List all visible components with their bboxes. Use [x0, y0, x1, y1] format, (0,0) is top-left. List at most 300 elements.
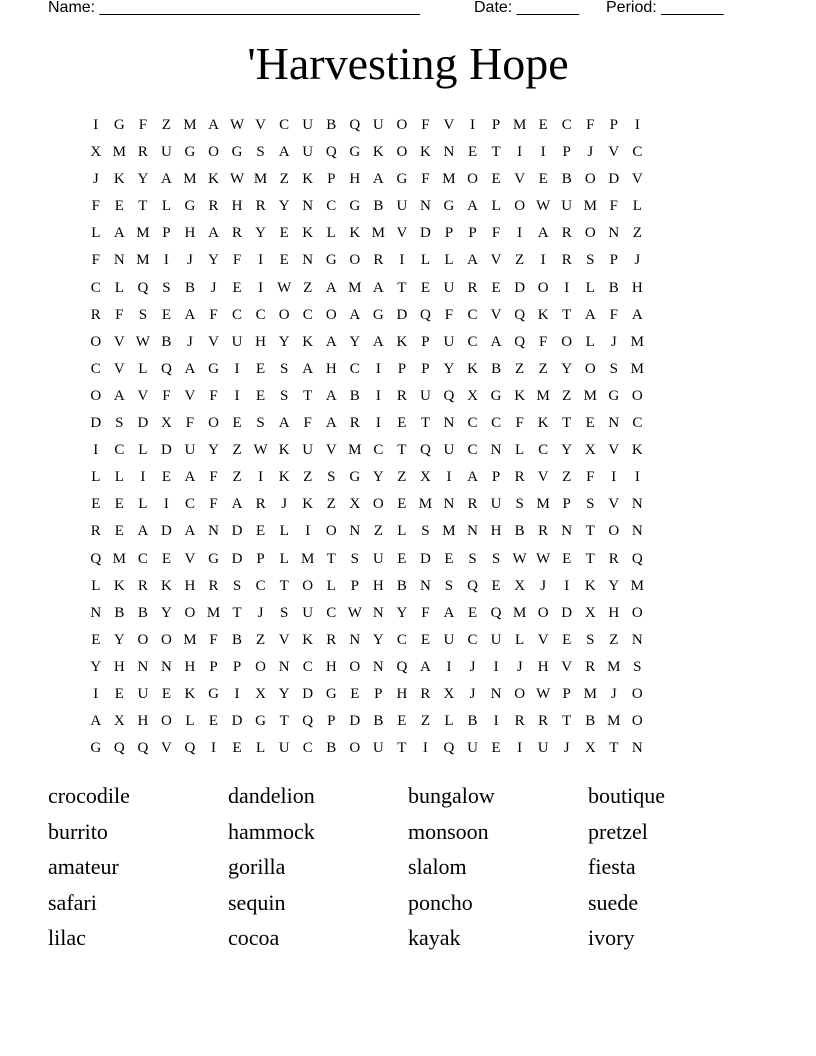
grid-letter: C	[561, 117, 572, 133]
grid-letter: I	[375, 387, 381, 404]
grid-letter: E	[397, 713, 407, 730]
grid-letter: H	[255, 333, 267, 350]
grid-letter: V	[514, 171, 526, 188]
grid-letter: Z	[632, 225, 642, 242]
grid-letter: I	[634, 117, 640, 133]
grid-letter: K	[420, 144, 431, 161]
grid-letter: E	[91, 496, 101, 513]
grid-letter: A	[443, 604, 455, 621]
grid-letter: E	[232, 279, 242, 296]
grid-letter: R	[538, 523, 549, 540]
grid-letter: B	[114, 604, 125, 621]
word-list-item: crocodile	[48, 783, 130, 808]
grid-letter: V	[255, 117, 267, 133]
grid-letter: E	[350, 685, 360, 702]
grid-letter: S	[421, 523, 430, 540]
grid-letter: H	[113, 658, 125, 675]
grid-letter: T	[562, 306, 572, 323]
grid-letter: U	[184, 442, 196, 459]
grid-letter: M	[418, 496, 433, 513]
grid-letter: A	[420, 658, 431, 675]
grid-letter: L	[91, 577, 101, 594]
grid-letter: E	[491, 577, 501, 594]
grid-letter: L	[585, 279, 595, 296]
grid-letter: J	[210, 279, 217, 296]
word-list-item: fiesta	[588, 854, 636, 879]
grid-row	[84, 575, 649, 602]
grid-letter: P	[232, 658, 242, 675]
grid-letter: S	[138, 306, 148, 323]
grid-letter: C	[255, 577, 266, 594]
grid-letter: D	[514, 279, 526, 296]
grid-letter: O	[160, 631, 172, 648]
grid-letter: F	[421, 604, 430, 621]
grid-letter: O	[278, 306, 290, 323]
grid-letter: M	[630, 577, 645, 594]
grid-letter: H	[372, 577, 384, 594]
grid-letter: O	[90, 387, 102, 404]
grid-letter: O	[90, 333, 102, 350]
grid-letter: Y	[278, 198, 290, 215]
grid-letter: T	[397, 442, 407, 459]
grid-letter: B	[467, 713, 478, 730]
grid-letter: F	[209, 496, 218, 513]
grid-letter: O	[584, 360, 596, 377]
grid-letter: A	[160, 171, 172, 188]
grid-letter: S	[279, 604, 289, 621]
grid-letter: X	[349, 496, 361, 513]
grid-letter: R	[326, 631, 337, 648]
grid-letter: I	[517, 740, 523, 757]
grid-letter: O	[208, 415, 219, 432]
word-list-item: dandelion	[228, 783, 315, 808]
grid-letter: K	[302, 631, 314, 648]
grid-letter: F	[115, 306, 124, 323]
grid-letter: X	[90, 144, 102, 161]
grid-letter: X	[584, 442, 596, 459]
grid-letter: Y	[278, 685, 290, 702]
grid-letter: N	[160, 658, 172, 675]
grid-letter: T	[491, 144, 501, 161]
grid-letter: L	[138, 496, 148, 513]
grid-letter: I	[258, 279, 264, 296]
grid-letter: S	[515, 496, 524, 513]
grid-letter: Y	[160, 604, 172, 621]
grid-letter: N	[490, 442, 502, 459]
grid-letter: I	[93, 442, 99, 459]
word-list-item: bungalow	[408, 783, 495, 808]
grid-letter: F	[421, 117, 430, 133]
grid-letter: E	[444, 550, 454, 567]
grid-letter: K	[349, 225, 361, 242]
grid-letter: V	[396, 225, 408, 242]
grid-letter: E	[114, 685, 124, 702]
grid-letter: L	[326, 577, 336, 594]
word-list-item: burrito	[48, 818, 108, 844]
grid-letter: W	[135, 333, 150, 350]
grid-letter: L	[114, 279, 124, 296]
grid-letter: I	[611, 469, 617, 486]
grid-letter: B	[585, 713, 596, 730]
grid-row	[84, 412, 649, 439]
grid-letter: C	[632, 415, 643, 432]
grid-letter: H	[325, 658, 337, 675]
grid-letter: A	[302, 360, 314, 377]
grid-letter: Q	[514, 333, 526, 350]
word-list-item: lilac	[48, 925, 86, 950]
grid-letter: M	[512, 117, 527, 133]
grid-letter: C	[538, 442, 549, 459]
grid-letter: I	[540, 252, 546, 269]
grid-letter: Z	[232, 442, 242, 459]
grid-letter: H	[396, 685, 408, 702]
grid-letter: I	[470, 117, 476, 133]
grid-letter: K	[372, 144, 384, 161]
grid-letter: D	[420, 225, 431, 242]
grid-row	[84, 466, 649, 493]
grid-letter: A	[278, 415, 290, 432]
grid-letter: E	[114, 198, 124, 215]
grid-letter: K	[302, 225, 314, 242]
grid-letter: E	[91, 631, 101, 648]
grid-letter: M	[583, 198, 597, 215]
grid-letter: J	[187, 252, 193, 269]
grid-letter: A	[372, 171, 384, 188]
grid-letter: R	[514, 713, 525, 730]
grid-letter: T	[562, 713, 572, 730]
grid-letter: V	[608, 144, 620, 161]
worksheet-header	[48, 0, 748, 22]
grid-letter: G	[208, 360, 219, 377]
grid-letter: L	[491, 198, 501, 215]
grid-letter: I	[375, 415, 381, 432]
grid-letter: C	[137, 550, 148, 567]
grid-letter: E	[467, 604, 478, 621]
grid-letter: Y	[255, 225, 267, 242]
grid-letter: O	[584, 171, 596, 188]
grid-letter: N	[443, 144, 455, 161]
grid-letter: E	[161, 685, 171, 702]
grid-letter: Q	[160, 360, 172, 377]
grid-letter: I	[493, 713, 499, 730]
grid-letter: D	[90, 415, 102, 432]
grid-letter: I	[493, 658, 499, 675]
grid-letter: O	[537, 604, 549, 621]
grid-letter: S	[115, 415, 124, 432]
grid-row	[84, 683, 649, 710]
grid-letter: K	[208, 171, 219, 188]
grid-row	[84, 602, 649, 629]
grid-letter: A	[113, 387, 125, 404]
grid-letter: W	[229, 117, 245, 133]
grid-letter: S	[491, 550, 501, 567]
grid-letter: T	[585, 550, 595, 567]
grid-letter: H	[184, 658, 196, 675]
grid-letter: M	[348, 442, 362, 459]
grid-row	[84, 439, 649, 466]
grid-letter: E	[397, 496, 407, 513]
grid-letter: G	[349, 144, 361, 161]
grid-letter: R	[608, 550, 619, 567]
grid-letter: U	[160, 144, 172, 161]
grid-letter: H	[184, 225, 196, 242]
grid-letter: O	[608, 523, 620, 540]
word-list-item: pretzel	[588, 818, 648, 844]
grid-letter: K	[537, 415, 549, 432]
grid-letter: U	[302, 604, 314, 621]
grid-letter: K	[278, 442, 290, 459]
grid-letter: F	[232, 252, 242, 269]
grid-letter: D	[608, 171, 620, 188]
grid-letter: R	[90, 306, 101, 323]
grid-letter: M	[442, 523, 456, 540]
grid-letter: K	[113, 577, 125, 594]
grid-letter: R	[349, 415, 360, 432]
grid-letter: S	[232, 577, 242, 594]
grid-letter: R	[90, 523, 101, 540]
grid-letter: Q	[396, 658, 408, 675]
grid-letter: P	[562, 685, 571, 702]
grid-letter: M	[206, 604, 221, 621]
grid-letter: D	[231, 713, 243, 730]
grid-letter: A	[467, 469, 478, 486]
grid-letter: E	[491, 740, 501, 757]
grid-letter: I	[564, 577, 570, 594]
grid-letter: V	[443, 117, 455, 133]
grid-letter: N	[467, 523, 478, 540]
grid-letter: C	[302, 306, 313, 323]
grid-letter: I	[93, 685, 99, 702]
grid-letter: C	[632, 144, 643, 161]
grid-letter: P	[444, 225, 454, 242]
grid-letter: F	[138, 117, 148, 133]
grid-letter: G	[184, 144, 196, 161]
grid-letter: L	[91, 225, 101, 242]
grid-letter: G	[349, 469, 361, 486]
grid-letter: D	[231, 523, 243, 540]
grid-letter: O	[631, 387, 643, 404]
grid-letter: Z	[562, 387, 572, 404]
grid-letter: O	[631, 604, 643, 621]
grid-letter: C	[279, 117, 290, 133]
grid-letter: D	[137, 415, 149, 432]
grid-letter: X	[255, 685, 267, 702]
grid-letter: X	[420, 469, 431, 486]
grid-letter: X	[160, 415, 172, 432]
grid-letter: E	[208, 713, 219, 730]
grid-letter: A	[325, 279, 337, 296]
grid-letter: X	[113, 713, 125, 730]
grid-letter: E	[467, 144, 478, 161]
grid-letter: R	[137, 144, 148, 161]
grid-row	[84, 629, 649, 656]
grid-letter: M	[136, 225, 150, 242]
grid-letter: I	[211, 740, 216, 757]
grid-letter: W	[347, 604, 362, 621]
grid-letter: O	[537, 279, 549, 296]
grid-letter: L	[444, 252, 454, 269]
grid-letter: Z	[397, 469, 407, 486]
grid-letter: D	[561, 604, 573, 621]
grid-letter: L	[138, 442, 148, 459]
grid-letter: U	[278, 740, 290, 757]
grid-letter: D	[302, 685, 314, 702]
grid-letter: R	[373, 252, 384, 269]
word-list-item: ivory	[588, 925, 635, 950]
grid-letter: M	[253, 171, 268, 188]
grid-letter: F	[303, 415, 312, 432]
grid-letter: J	[187, 333, 193, 350]
grid-letter: F	[209, 306, 218, 323]
grid-letter: N	[631, 631, 643, 648]
grid-letter: A	[184, 469, 196, 486]
grid-letter: M	[301, 550, 315, 567]
grid-letter: C	[302, 658, 313, 675]
grid-letter: A	[325, 333, 337, 350]
grid-letter: Q	[443, 387, 455, 404]
grid-letter: K	[584, 577, 596, 594]
grid-letter: E	[161, 469, 171, 486]
grid-letter: P	[468, 225, 477, 242]
grid-letter: D	[160, 523, 172, 540]
grid-letter: Q	[490, 604, 502, 621]
grid-letter: V	[537, 469, 549, 486]
grid-letter: C	[90, 360, 101, 377]
grid-letter: K	[302, 496, 314, 513]
grid-letter: V	[561, 658, 573, 675]
grid-letter: F	[515, 415, 524, 432]
grid-letter: Z	[515, 252, 525, 269]
grid-letter: G	[349, 198, 361, 215]
grid-letter: N	[349, 631, 361, 648]
grid-letter: E	[256, 523, 266, 540]
grid-letter: E	[232, 415, 242, 432]
grid-letter: N	[302, 252, 314, 269]
grid-letter: J	[469, 658, 476, 675]
grid-letter: P	[327, 713, 336, 730]
grid-letter: R	[255, 496, 266, 513]
grid-letter: J	[540, 577, 547, 594]
grid-letter: L	[161, 198, 171, 215]
grid-letter: O	[514, 198, 526, 215]
grid-letter: M	[183, 117, 197, 133]
grid-letter: F	[162, 387, 171, 404]
grid-letter: N	[137, 658, 149, 675]
grid-letter: W	[512, 550, 527, 567]
grid-letter: Z	[232, 469, 242, 486]
grid-letter: P	[327, 171, 336, 188]
grid-letter: B	[161, 333, 172, 350]
grid-letter: A	[208, 225, 219, 242]
grid-letter: M	[136, 252, 150, 269]
grid-letter: H	[231, 198, 243, 215]
word-list	[48, 782, 768, 960]
grid-letter: I	[375, 360, 381, 377]
grid-letter: G	[372, 306, 384, 323]
grid-letter: J	[516, 658, 523, 675]
grid-letter: G	[608, 387, 620, 404]
grid-letter: E	[420, 631, 431, 648]
grid-letter: N	[90, 604, 102, 621]
grid-letter: K	[537, 306, 549, 323]
grid-letter: K	[113, 171, 125, 188]
grid-letter: V	[608, 496, 620, 513]
grid-row	[84, 222, 649, 249]
grid-letter: N	[631, 496, 643, 513]
grid-letter: P	[374, 685, 383, 702]
grid-letter: Z	[373, 523, 383, 540]
grid-letter: Q	[137, 740, 149, 757]
grid-letter: O	[302, 577, 314, 594]
grid-letter: A	[184, 360, 196, 377]
grid-letter: P	[562, 144, 571, 161]
grid-letter: X	[443, 685, 455, 702]
grid-letter: X	[467, 387, 478, 404]
grid-letter: K	[302, 171, 314, 188]
grid-letter: Q	[631, 550, 643, 567]
grid-letter: V	[608, 442, 620, 459]
grid-letter: O	[372, 496, 384, 513]
grid-letter: K	[631, 442, 643, 459]
grid-letter: A	[278, 144, 290, 161]
grid-letter: O	[396, 117, 408, 133]
grid-letter: N	[608, 415, 620, 432]
grid-row	[84, 195, 649, 222]
grid-letter: U	[372, 550, 384, 567]
grid-letter: O	[514, 685, 526, 702]
grid-letter: N	[278, 658, 290, 675]
grid-letter: I	[305, 523, 311, 540]
grid-letter: B	[561, 171, 572, 188]
grid-letter: Y	[90, 658, 102, 675]
grid-letter: B	[184, 279, 195, 296]
grid-letter: L	[185, 713, 195, 730]
grid-letter: C	[349, 360, 360, 377]
grid-letter: E	[562, 631, 572, 648]
grid-letter: U	[443, 442, 455, 459]
grid-letter: Z	[420, 713, 431, 730]
grid-row	[84, 358, 649, 385]
grid-letter: V	[113, 360, 125, 377]
grid-letter: Z	[161, 117, 171, 133]
grid-letter: I	[517, 225, 523, 242]
grid-letter: J	[469, 685, 476, 702]
grid-letter: K	[302, 333, 314, 350]
grid-letter: O	[349, 252, 361, 269]
grid-letter: J	[257, 604, 264, 621]
grid-letter: G	[325, 252, 337, 269]
grid-letter: P	[350, 577, 359, 594]
grid-letter: E	[114, 523, 124, 540]
grid-letter: J	[634, 252, 641, 269]
grid-letter: R	[208, 198, 219, 215]
grid-letter: A	[325, 387, 337, 404]
grid-letter: A	[537, 225, 549, 242]
grid-letter: M	[442, 171, 456, 188]
grid-letter: T	[326, 550, 336, 567]
grid-letter: P	[609, 252, 618, 269]
grid-letter: R	[538, 713, 549, 730]
grid-letter: Q	[113, 740, 125, 757]
grid-letter: I	[634, 469, 640, 486]
grid-letter: I	[234, 685, 240, 702]
grid-letter: I	[399, 252, 405, 269]
grid-letter: J	[610, 333, 617, 350]
grid-letter: N	[608, 225, 620, 242]
grid-letter: G	[443, 198, 455, 215]
grid-letter: L	[515, 442, 525, 459]
grid-letter: C	[326, 604, 337, 621]
